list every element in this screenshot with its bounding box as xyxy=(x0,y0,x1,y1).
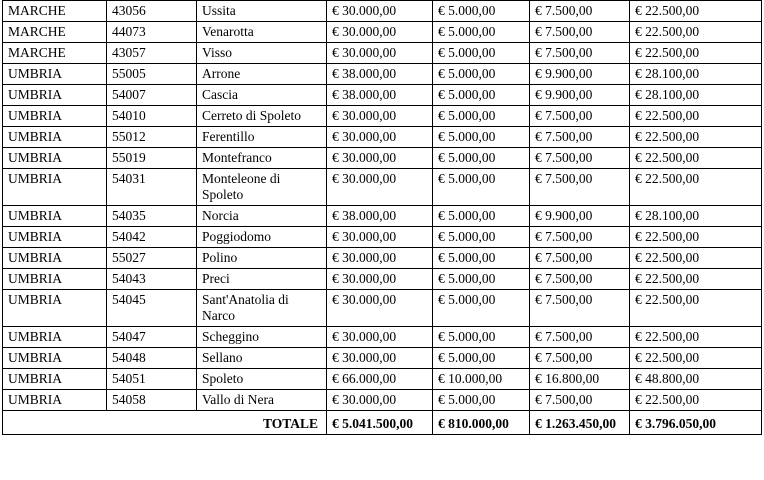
region-cell: MARCHE xyxy=(3,43,107,64)
comune-cell: Montefranco xyxy=(197,148,327,169)
region-cell: UMBRIA xyxy=(3,106,107,127)
region-cell: UMBRIA xyxy=(3,64,107,85)
code-cell: 55005 xyxy=(107,64,197,85)
amount-4-cell: € 22.500,00 xyxy=(630,127,762,148)
amount-3-cell: € 7.500,00 xyxy=(530,327,630,348)
comune-cell: Preci xyxy=(197,269,327,290)
amount-4-cell: € 22.500,00 xyxy=(630,43,762,64)
amount-2-cell: € 5.000,00 xyxy=(433,85,530,106)
amount-1-cell: € 30.000,00 xyxy=(327,169,433,206)
table-row xyxy=(3,1,762,22)
amount-4-cell: € 28.100,00 xyxy=(630,85,762,106)
amount-1-cell: € 30.000,00 xyxy=(327,148,433,169)
amount-3-cell: € 7.500,00 xyxy=(530,227,630,248)
amount-4-cell: € 22.500,00 xyxy=(630,106,762,127)
amount-2-cell: € 5.000,00 xyxy=(433,64,530,85)
amount-1-cell: € 30.000,00 xyxy=(327,43,433,64)
region-cell: UMBRIA xyxy=(3,390,107,411)
region-cell: UMBRIA xyxy=(3,148,107,169)
amount-4-cell: € 22.500,00 xyxy=(630,290,762,327)
comune-cell: Sant'Anatolia di Narco xyxy=(197,290,327,327)
amount-3-cell: € 7.500,00 xyxy=(530,290,630,327)
table-row xyxy=(3,327,762,348)
amount-3-cell: € 7.500,00 xyxy=(530,22,630,43)
code-cell: 43057 xyxy=(107,43,197,64)
region-cell: MARCHE xyxy=(3,22,107,43)
comune-cell: Sellano xyxy=(197,348,327,369)
amount-1-cell: € 30.000,00 xyxy=(327,290,433,327)
region-cell: UMBRIA xyxy=(3,248,107,269)
amount-4-cell: € 22.500,00 xyxy=(630,390,762,411)
amount-1-cell: € 30.000,00 xyxy=(327,390,433,411)
region-cell: UMBRIA xyxy=(3,227,107,248)
code-cell: 54042 xyxy=(107,227,197,248)
table-row xyxy=(3,64,762,85)
amount-4-cell: € 22.500,00 xyxy=(630,22,762,43)
total-amount-2: € 810.000,00 xyxy=(433,411,530,435)
amount-2-cell: € 5.000,00 xyxy=(433,106,530,127)
table-row xyxy=(3,169,762,206)
comune-cell: Cascia xyxy=(197,85,327,106)
code-cell: 54051 xyxy=(107,369,197,390)
region-cell: MARCHE xyxy=(3,1,107,22)
total-amount-4: € 3.796.050,00 xyxy=(630,411,762,435)
amount-1-cell: € 30.000,00 xyxy=(327,106,433,127)
amount-2-cell: € 5.000,00 xyxy=(433,290,530,327)
code-cell: 55027 xyxy=(107,248,197,269)
code-cell: 55019 xyxy=(107,148,197,169)
amount-1-cell: € 30.000,00 xyxy=(327,22,433,43)
region-cell: UMBRIA xyxy=(3,290,107,327)
code-cell: 54043 xyxy=(107,269,197,290)
code-cell: 54045 xyxy=(107,290,197,327)
table-row xyxy=(3,85,762,106)
table-row xyxy=(3,227,762,248)
comune-cell: Scheggino xyxy=(197,327,327,348)
comune-cell: Arrone xyxy=(197,64,327,85)
amount-2-cell: € 10.000,00 xyxy=(433,369,530,390)
amount-3-cell: € 7.500,00 xyxy=(530,1,630,22)
code-cell: 54058 xyxy=(107,390,197,411)
amount-1-cell: € 66.000,00 xyxy=(327,369,433,390)
amount-3-cell: € 7.500,00 xyxy=(530,43,630,64)
amount-2-cell: € 5.000,00 xyxy=(433,206,530,227)
amount-4-cell: € 22.500,00 xyxy=(630,269,762,290)
region-cell: UMBRIA xyxy=(3,169,107,206)
amount-1-cell: € 30.000,00 xyxy=(327,327,433,348)
code-cell: 54047 xyxy=(107,327,197,348)
table-row xyxy=(3,390,762,411)
amount-3-cell: € 7.500,00 xyxy=(530,106,630,127)
comune-cell: Poggiodomo xyxy=(197,227,327,248)
amount-3-cell: € 7.500,00 xyxy=(530,390,630,411)
amount-1-cell: € 38.000,00 xyxy=(327,206,433,227)
comune-cell: Visso xyxy=(197,43,327,64)
table-row xyxy=(3,269,762,290)
comune-cell: Polino xyxy=(197,248,327,269)
region-cell: UMBRIA xyxy=(3,348,107,369)
amount-3-cell: € 7.500,00 xyxy=(530,169,630,206)
amount-2-cell: € 5.000,00 xyxy=(433,269,530,290)
comune-cell: Ferentillo xyxy=(197,127,327,148)
amount-4-cell: € 22.500,00 xyxy=(630,248,762,269)
table-row xyxy=(3,290,762,327)
table-row xyxy=(3,369,762,390)
code-cell: 54035 xyxy=(107,206,197,227)
amount-1-cell: € 30.000,00 xyxy=(327,227,433,248)
region-cell: UMBRIA xyxy=(3,127,107,148)
amount-3-cell: € 7.500,00 xyxy=(530,269,630,290)
region-cell: UMBRIA xyxy=(3,206,107,227)
amount-2-cell: € 5.000,00 xyxy=(433,248,530,269)
funding-table xyxy=(2,0,762,435)
code-cell: 55012 xyxy=(107,127,197,148)
region-cell: UMBRIA xyxy=(3,269,107,290)
amount-2-cell: € 5.000,00 xyxy=(433,22,530,43)
amount-3-cell: € 9.900,00 xyxy=(530,85,630,106)
amount-4-cell: € 22.500,00 xyxy=(630,227,762,248)
amount-3-cell: € 9.900,00 xyxy=(530,64,630,85)
amount-3-cell: € 16.800,00 xyxy=(530,369,630,390)
table-row xyxy=(3,127,762,148)
region-cell: UMBRIA xyxy=(3,85,107,106)
code-cell: 54010 xyxy=(107,106,197,127)
amount-4-cell: € 22.500,00 xyxy=(630,1,762,22)
table-body xyxy=(3,1,762,411)
amount-4-cell: € 22.500,00 xyxy=(630,169,762,206)
comune-cell: Spoleto xyxy=(197,369,327,390)
amount-1-cell: € 30.000,00 xyxy=(327,127,433,148)
amount-2-cell: € 5.000,00 xyxy=(433,43,530,64)
amount-2-cell: € 5.000,00 xyxy=(433,327,530,348)
comune-cell: Monteleone di Spoleto xyxy=(197,169,327,206)
table-row xyxy=(3,206,762,227)
amount-3-cell: € 7.500,00 xyxy=(530,148,630,169)
table-row xyxy=(3,106,762,127)
comune-cell: Norcia xyxy=(197,206,327,227)
total-amount-3: € 1.263.450,00 xyxy=(530,411,630,435)
amount-2-cell: € 5.000,00 xyxy=(433,127,530,148)
code-cell: 54031 xyxy=(107,169,197,206)
total-row xyxy=(3,411,762,435)
amount-3-cell: € 7.500,00 xyxy=(530,248,630,269)
code-cell: 54048 xyxy=(107,348,197,369)
comune-cell: Venarotta xyxy=(197,22,327,43)
amount-1-cell: € 38.000,00 xyxy=(327,64,433,85)
amount-2-cell: € 5.000,00 xyxy=(433,1,530,22)
table-row xyxy=(3,248,762,269)
amount-1-cell: € 30.000,00 xyxy=(327,269,433,290)
amount-4-cell: € 22.500,00 xyxy=(630,348,762,369)
amount-1-cell: € 30.000,00 xyxy=(327,348,433,369)
amount-2-cell: € 5.000,00 xyxy=(433,148,530,169)
amount-1-cell: € 30.000,00 xyxy=(327,1,433,22)
code-cell: 43056 xyxy=(107,1,197,22)
code-cell: 54007 xyxy=(107,85,197,106)
comune-cell: Cerreto di Spoleto xyxy=(197,106,327,127)
table-row xyxy=(3,148,762,169)
comune-cell: Vallo di Nera xyxy=(197,390,327,411)
comune-cell: Ussita xyxy=(197,1,327,22)
amount-2-cell: € 5.000,00 xyxy=(433,169,530,206)
amount-2-cell: € 5.000,00 xyxy=(433,348,530,369)
amount-2-cell: € 5.000,00 xyxy=(433,227,530,248)
region-cell: UMBRIA xyxy=(3,327,107,348)
amount-4-cell: € 22.500,00 xyxy=(630,327,762,348)
amount-3-cell: € 9.900,00 xyxy=(530,206,630,227)
table-row xyxy=(3,348,762,369)
table-row xyxy=(3,22,762,43)
amount-4-cell: € 48.800,00 xyxy=(630,369,762,390)
amount-4-cell: € 22.500,00 xyxy=(630,148,762,169)
amount-1-cell: € 30.000,00 xyxy=(327,248,433,269)
code-cell: 44073 xyxy=(107,22,197,43)
region-cell: UMBRIA xyxy=(3,369,107,390)
amount-2-cell: € 5.000,00 xyxy=(433,390,530,411)
amount-4-cell: € 28.100,00 xyxy=(630,64,762,85)
amount-3-cell: € 7.500,00 xyxy=(530,348,630,369)
amount-3-cell: € 7.500,00 xyxy=(530,127,630,148)
total-label: TOTALE xyxy=(3,411,327,435)
total-amount-1: € 5.041.500,00 xyxy=(327,411,433,435)
table-row xyxy=(3,43,762,64)
amount-1-cell: € 38.000,00 xyxy=(327,85,433,106)
amount-4-cell: € 28.100,00 xyxy=(630,206,762,227)
